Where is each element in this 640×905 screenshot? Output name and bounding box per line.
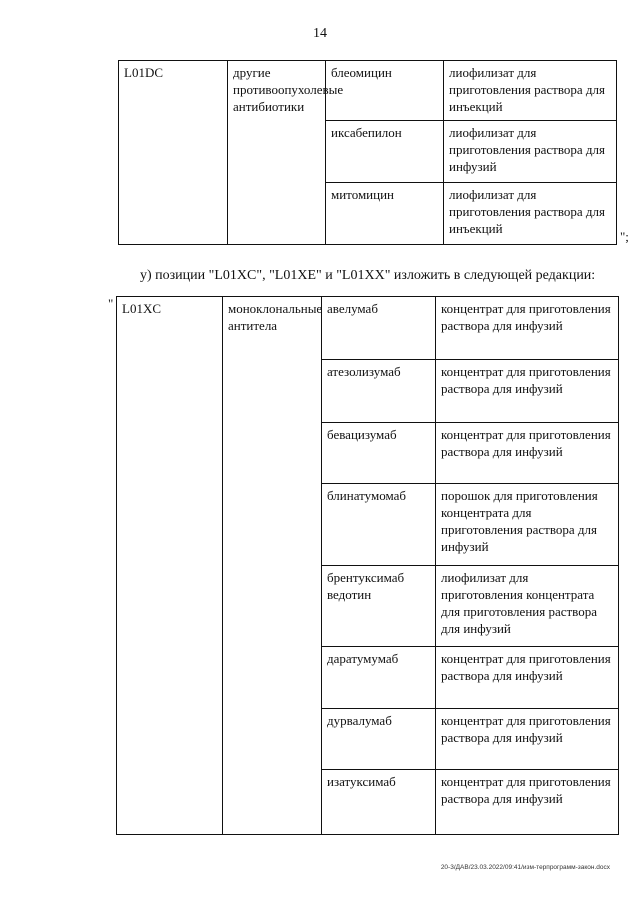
dosage-form-cell: концентрат для приготовления раствора для инфузий	[436, 423, 619, 484]
drug-table-l01dc	[118, 60, 617, 245]
dosage-form-cell: концентрат для приготовления раствора для инфузий	[436, 770, 619, 835]
drug-name-cell: блинатумомаб	[322, 484, 436, 566]
dosage-form-cell: концентрат для приготовления раствора для инфузий	[436, 709, 619, 770]
drug-name-cell: атезолизумаб	[322, 360, 436, 423]
dosage-form-cell: концентрат для приготовления раствора для инфузий	[436, 360, 619, 423]
atc-code-cell: L01XC	[117, 297, 223, 835]
drug-name-cell: изатуксимаб	[322, 770, 436, 835]
page-number: 14	[313, 26, 327, 41]
dosage-form-cell: концентрат для приготовления раствора для инфузий	[436, 297, 619, 360]
drug-name-cell: блеомицин	[326, 61, 444, 121]
atc-code-cell: L01DC	[119, 61, 228, 245]
dosage-form-cell: концентрат для приготовления раствора для инфузий	[436, 647, 619, 709]
drug-name-cell: бевацизумаб	[322, 423, 436, 484]
drug-name-cell: митомицин	[326, 183, 444, 245]
opening-quote-mark: "	[108, 296, 114, 311]
dosage-form-cell: лиофилизат для приготовления раствора для инъекций	[444, 61, 617, 121]
drug-name-cell: даратумумаб	[322, 647, 436, 709]
drug-table-l01xc	[116, 296, 619, 835]
dosage-form-cell: лиофилизат для приготовления раствора для инфузий	[444, 121, 617, 183]
drug-name-cell: брентуксимаб ведотин	[322, 566, 436, 647]
group-name-cell: другие противоопухолевые антибиотики	[228, 61, 326, 245]
document-footer: 20-3/ДАВ/23.03.2022/09:41/изм-терпрограмм-закон.docx	[440, 864, 610, 871]
closing-quote-mark: ";	[620, 229, 629, 244]
drug-name-cell: авелумаб	[322, 297, 436, 360]
dosage-form-cell: лиофилизат для приготовления концентрата для приготовления раствора для инфузий	[436, 566, 619, 647]
group-name-cell: моноклональные антитела	[223, 297, 322, 835]
amendment-paragraph: у) позиции "L01XC", "L01XE" и "L01XX" изложить в следующей редакции:	[140, 268, 596, 283]
dosage-form-cell: лиофилизат для приготовления раствора для инъекций	[444, 183, 617, 245]
drug-name-cell: дурвалумаб	[322, 709, 436, 770]
dosage-form-cell: порошок для приготовления концентрата для приготовления раствора для инфузий	[436, 484, 619, 566]
drug-name-cell: иксабепилон	[326, 121, 444, 183]
